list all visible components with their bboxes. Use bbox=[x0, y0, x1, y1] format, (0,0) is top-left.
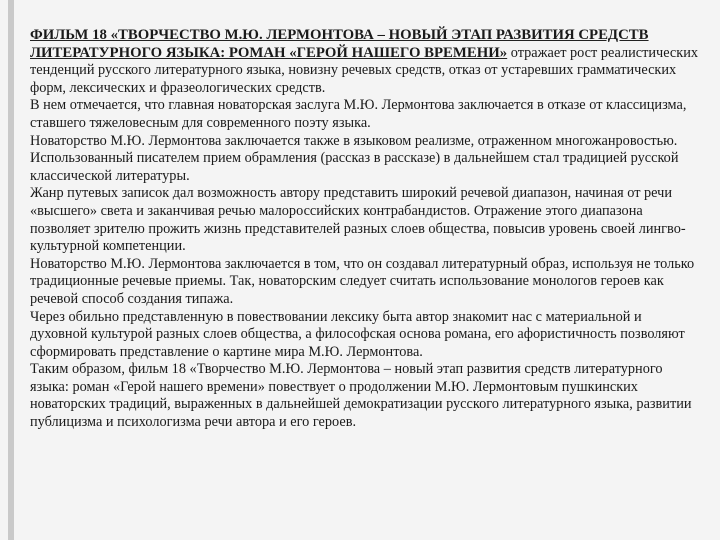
paragraph-4: Новаторство М.Ю. Лермонтова заключается в том, что он создавал литературный образ, используя не только традиционные речевые приемы. Так, новаторским следует считать использование монологов героев как речевой способ создания типажа. bbox=[30, 255, 695, 307]
intro-text: отражает рост реалистических тенденций русского литературного языка, новизну речевых средств, отказ от устаревших грамматических форм, лексических и фразеологических средств. bbox=[30, 44, 699, 96]
slide-title: ФИЛЬМ 18 «ТВОРЧЕСТВО М.Ю. ЛЕРМОНТОВА – НОВЫЙ ЭТАП РАЗВИТИЯ СРЕДСТВ ЛИТЕРАТУРНОГО ЯЗЫКА: РОМАН «ГЕРОЙ НАШЕГО ВРЕМЕНИ» bbox=[30, 27, 649, 61]
paragraph-6: Таким образом, фильм 18 «Творчество М.Ю. Лермонтова – новый этап развития средств литературного языка: роман «Герой нашего времени» повествует о продолжении М.Ю. Лермонтовым пушкинских новаторских традиций, выраженных в дальнейшей демократизации русского литературного языка, развитии публицизма и психологизма речи автора и его героев. bbox=[30, 361, 692, 431]
slide-body bbox=[30, 27, 698, 432]
paragraph-2: Новаторство М.Ю. Лермонтова заключается также в языковом реализме, отраженном многожанровостью. Использованный писателем прием обрамления (рассказ в рассказе) в дальнейшем стал традицией русской классической литературы. bbox=[30, 132, 679, 184]
paragraph-5: Через обильно представленную в повествовании лексику быта автор знакомит нас с материальной и духовной культурой разных слоев общества, а философская основа романа, его афористичность позволяют сформировать представление о картине мира М.Ю. Лермонтова. bbox=[30, 308, 685, 360]
left-accent-bar bbox=[8, 0, 14, 540]
paragraph-3: Жанр путевых записок дал возможность автору представить широкий речевой диапазон, начиная от речи «высшего» света и заканчивая речью малороссийских контрабандистов. Отражение этого диапазона позволяет зрителю прожить жизнь представителей разных слоев общества, повысив уровень своей лингво-культурной компетенции. bbox=[30, 185, 686, 255]
paragraph-1: В нем отмечается, что главная новаторская заслуга М.Ю. Лермонтова заключается в отказе от классицизма, ставшего тяжеловесным для современного поэту языка. bbox=[30, 97, 687, 131]
intro-paragraph bbox=[30, 27, 698, 97]
